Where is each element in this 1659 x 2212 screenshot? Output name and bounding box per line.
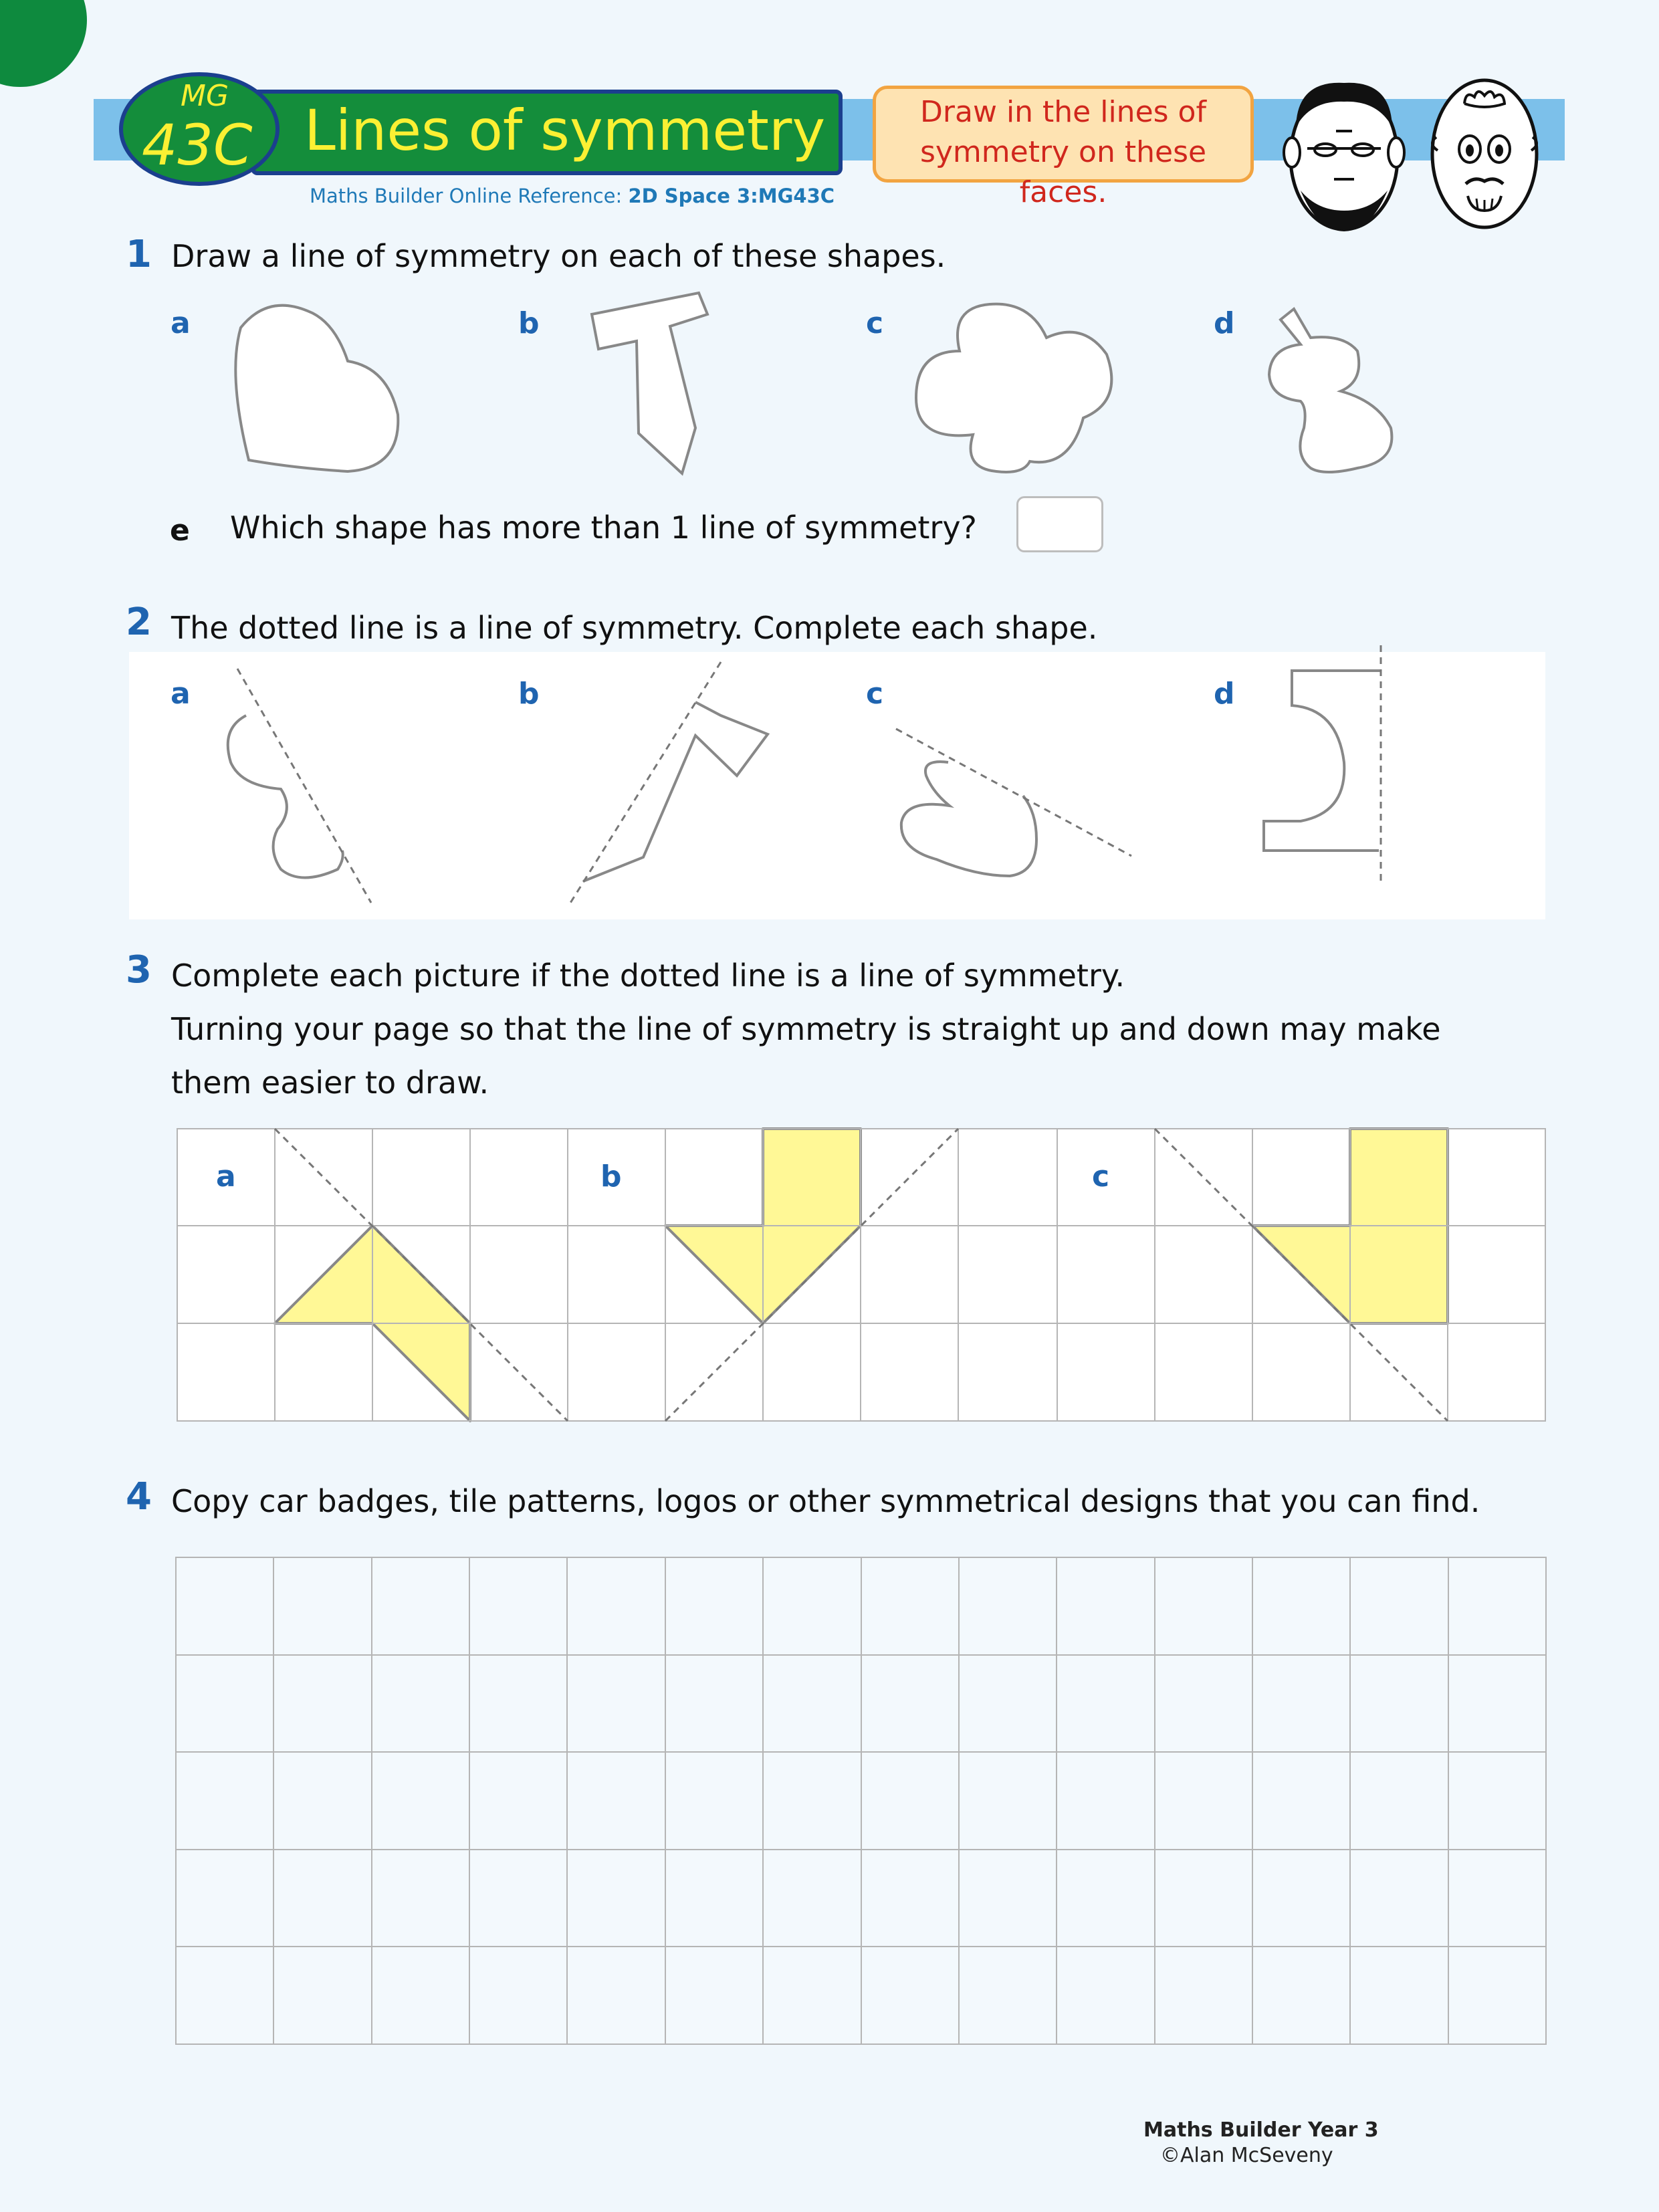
badge-prefix: MG — [181, 79, 229, 113]
q2-label-b: b — [518, 677, 540, 711]
q1-label-e: e — [170, 514, 190, 548]
reference-label: Maths Builder Online Reference: — [310, 185, 629, 207]
q3-label-b: b — [600, 1159, 622, 1194]
footer-author: ©Alan McSeveny — [1160, 2144, 1333, 2167]
q2-label-d: d — [1214, 677, 1235, 711]
question-1-text: Draw a line of symmetry on each of these shapes. — [171, 238, 946, 274]
q2-label-c: c — [866, 677, 884, 711]
question-2-text: The dotted line is a line of symmetry. Complete each shape. — [171, 610, 1098, 646]
instruction-line-2: symmetry on these faces. — [919, 135, 1207, 209]
question-4-text: Copy car badges, tile patterns, logos or other symmetrical designs that you can find. — [171, 1483, 1480, 1519]
question-3-number: 3 — [126, 948, 152, 992]
q1-label-a: a — [171, 306, 191, 340]
q1-label-b: b — [518, 306, 540, 340]
question-3-text-line-3: them easier to draw. — [171, 1065, 489, 1101]
page-title: Lines of symmetry — [304, 98, 826, 163]
question-4-number: 4 — [126, 1475, 152, 1519]
footer-book-title: Maths Builder Year 3 — [1143, 2118, 1379, 2142]
q2-label-a: a — [171, 677, 191, 711]
question-3-text-line-2: Turning your page so that the line of symmetry is straight up and down may make — [171, 1011, 1441, 1047]
q3-label-c: c — [1092, 1159, 1110, 1194]
q1e-text: Which shape has more than 1 line of symmetry? — [230, 510, 977, 546]
q3-label-a: a — [216, 1159, 236, 1194]
question-3-text-line-1: Complete each picture if the dotted line is a line of symmetry. — [171, 958, 1125, 994]
q1-label-c: c — [866, 306, 884, 340]
q1-label-d: d — [1214, 306, 1235, 340]
instruction-line-1: Draw in the lines of — [920, 95, 1206, 129]
question-1-number: 1 — [126, 233, 152, 276]
question-2-number: 2 — [126, 600, 152, 644]
badge-code: 43C — [142, 112, 253, 178]
reference-value: 2D Space 3:MG43C — [628, 185, 835, 207]
